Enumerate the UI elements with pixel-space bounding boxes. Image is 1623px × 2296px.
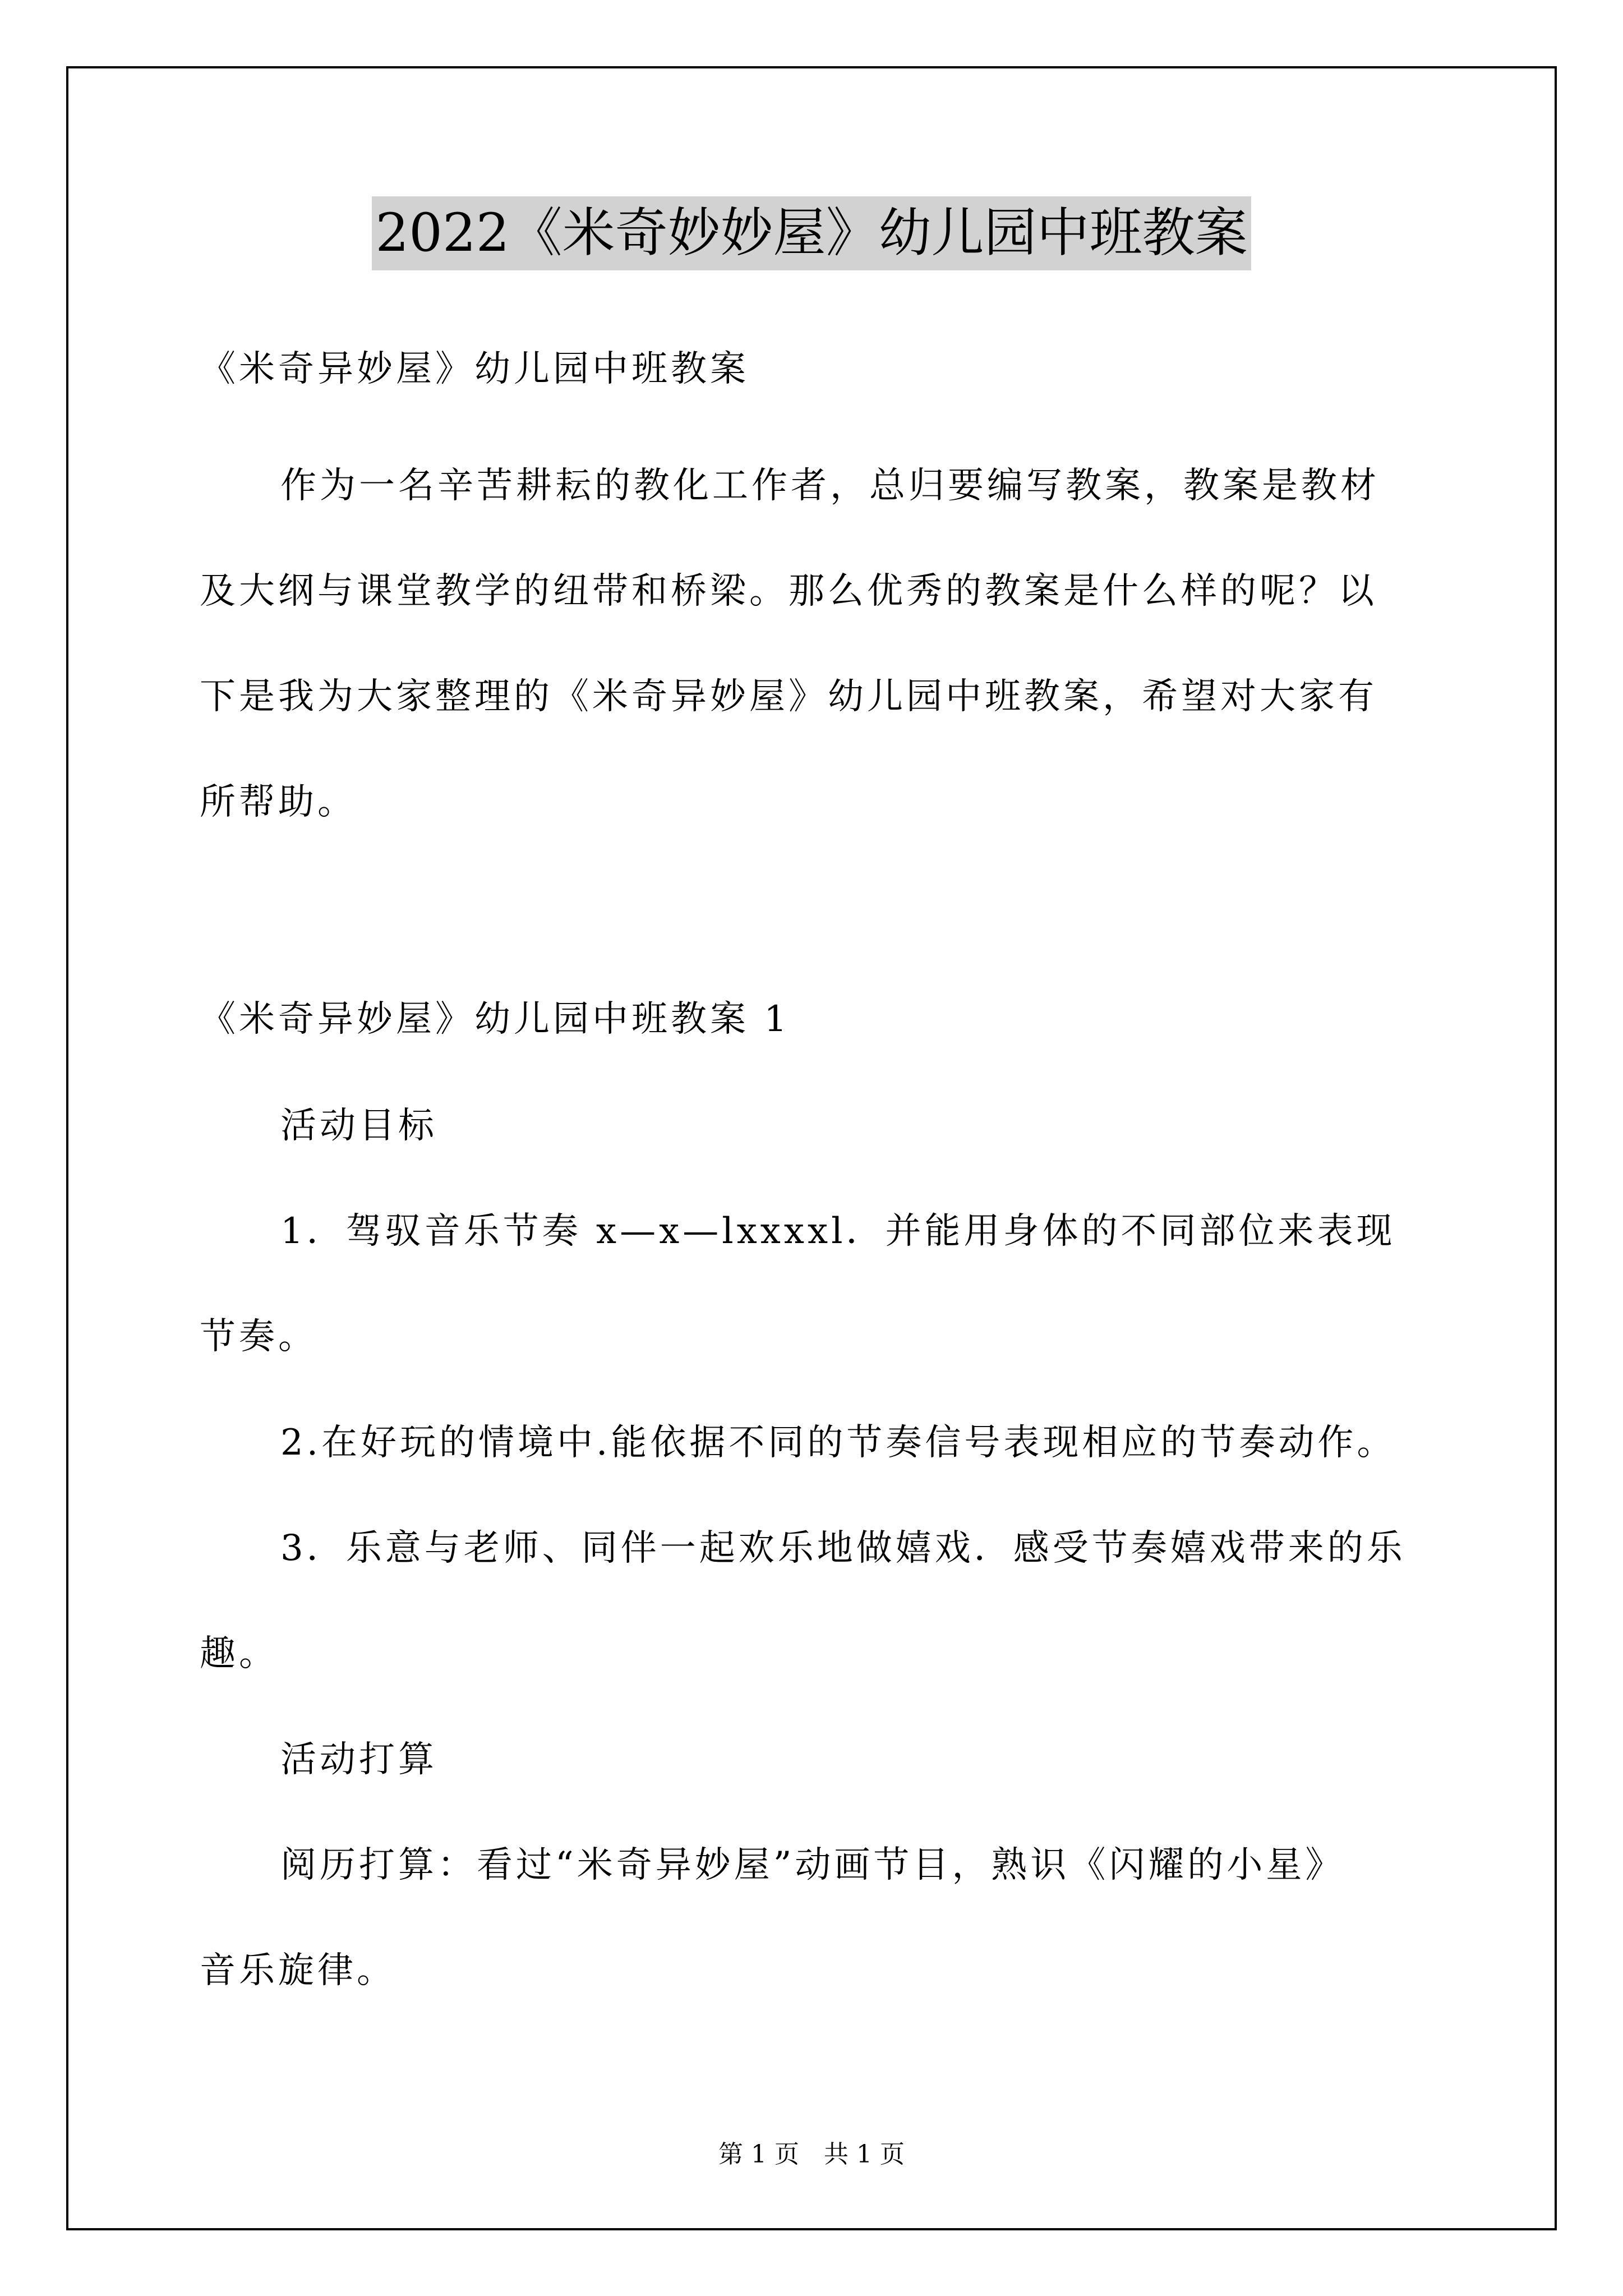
- prep-line-1: 阅历打算：看过“米奇异妙屋”动画节目，熟识《闪耀的小星》: [280, 1844, 1345, 1886]
- prep-line-2: 音乐旋律。: [200, 1950, 396, 1991]
- intro-line-4: 所帮助。: [200, 781, 357, 823]
- goal-1-line-1: 1．驾驭音乐节奏 x—x—lxxxxl．并能用身体的不同部位来表现: [280, 1211, 1396, 1252]
- intro-line-2: 及大纲与课堂教学的纽带和桥梁。那么优秀的教案是什么样的呢？以: [200, 570, 1377, 612]
- section-title: 《米奇异妙屋》幼儿园中班教案 1: [200, 999, 791, 1040]
- goal-3-line-1: 3．乐意与老师、同伴一起欢乐地做嬉戏．感受节奏嬉戏带来的乐: [280, 1527, 1406, 1569]
- goal-2: 2.在好玩的情境中.能依据不同的节奏信号表现相应的节奏动作。: [280, 1422, 1396, 1464]
- intro-line-3: 下是我为大家整理的《米奇异妙屋》幼儿园中班教案，希望对大家有: [200, 676, 1377, 717]
- page-footer: 第 1 页 共 1 页: [718, 2140, 905, 2169]
- prep-heading: 活动打算: [280, 1739, 437, 1780]
- goals-heading: 活动目标: [280, 1105, 437, 1147]
- intro-line-1: 作为一名辛苦耕耘的教化工作者，总归要编写教案，教案是教材: [280, 465, 1380, 507]
- goal-3-line-2: 趣。: [200, 1633, 278, 1674]
- subtitle: 《米奇异妙屋》幼儿园中班教案: [200, 348, 749, 390]
- document-title: 2022《米奇妙妙屋》幼儿园中班教案: [372, 196, 1251, 270]
- goal-1-line-2: 节奏。: [200, 1316, 317, 1358]
